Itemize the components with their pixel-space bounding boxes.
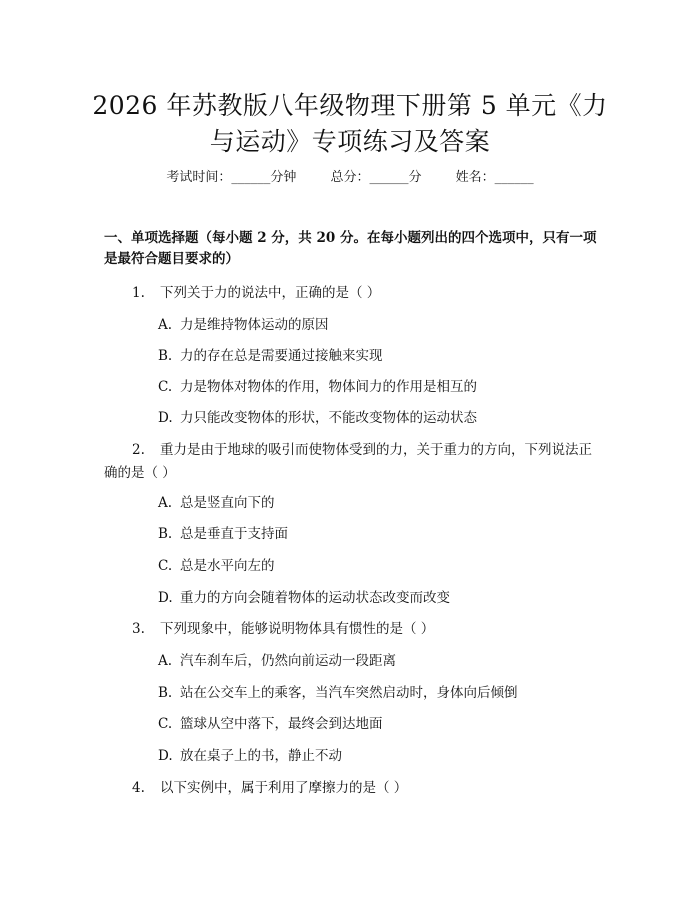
option-letter: A. (158, 653, 173, 669)
question-text: 下列现象中，能够说明物体具有惯性的是（ ） (160, 621, 435, 637)
option-letter: C. (158, 716, 173, 732)
time-label: 考试时间： (166, 170, 232, 185)
question-3 (104, 618, 604, 641)
question-text: 重力是由于地球的吸引而使物体受到的力，关于重力的方向，下列说法正确的是（ ） (104, 442, 592, 481)
question-2-option-c (158, 556, 598, 576)
question-4 (104, 777, 604, 800)
question-3-option-c (158, 714, 598, 734)
option-letter: A. (158, 495, 173, 511)
exam-info (0, 168, 700, 188)
question-2-option-b (158, 524, 598, 544)
option-letter: B. (158, 685, 173, 701)
question-2-option-d (158, 588, 598, 608)
question-3-option-b (158, 683, 598, 703)
option-text: 力的存在总是需要通过接触来实现 (180, 348, 383, 364)
question-1 (104, 282, 604, 305)
option-text: 汽车刹车后，仍然向前运动一段距离 (180, 653, 396, 669)
question-2 (104, 439, 604, 485)
time-unit: 分钟 (270, 170, 297, 185)
option-letter: C. (158, 379, 173, 395)
section-1-header: 一、单项选择题（每小题 2 分，共 20 分。在每小题列出的四个选项中，只有一项是最符合题目要求的） (104, 230, 597, 267)
question-number: 4. (132, 780, 145, 796)
option-letter: D. (158, 748, 173, 764)
option-letter: D. (158, 590, 173, 606)
question-3-option-d (158, 746, 598, 766)
question-text: 下列关于力的说法中，正确的是（ ） (160, 285, 381, 301)
option-letter: A. (158, 317, 173, 333)
question-number: 2. (132, 442, 145, 458)
question-2-option-a (158, 493, 598, 513)
document-title-line-1: 2026 年苏教版八年级物理下册第 5 单元《力 (92, 91, 608, 120)
option-text: 总是垂直于支持面 (180, 526, 288, 542)
option-letter: D. (158, 410, 173, 426)
question-1-option-b (158, 346, 598, 366)
question-1-option-c (158, 377, 598, 397)
question-3-option-a (158, 651, 598, 671)
question-1-option-a (158, 315, 598, 335)
option-text: 总是水平向左的 (180, 558, 275, 574)
option-text: 力是维持物体运动的原因 (180, 317, 329, 333)
option-letter: B. (158, 348, 173, 364)
score-blank: ______ (369, 170, 409, 185)
option-letter: B. (158, 526, 173, 542)
option-text: 力是物体对物体的作用，物体间力的作用是相互的 (180, 379, 477, 395)
question-number: 3. (132, 621, 145, 637)
score-label: 总分： (330, 170, 370, 185)
document-title-line-2: 与运动》专项练习及答案 (209, 127, 491, 156)
option-text: 站在公交车上的乘客，当汽车突然启动时，身体向后倾倒 (180, 685, 518, 701)
option-letter: C. (158, 558, 173, 574)
score-unit: 分 (408, 170, 422, 185)
option-text: 力只能改变物体的形状，不能改变物体的运动状态 (180, 410, 477, 426)
option-text: 篮球从空中落下，最终会到达地面 (180, 716, 383, 732)
question-1-option-d (158, 408, 598, 428)
name-label: 姓名： (455, 170, 495, 185)
option-text: 重力的方向会随着物体的运动状态改变而改变 (180, 590, 450, 606)
question-text: 以下实例中，属于利用了摩擦力的是（ ） (160, 780, 408, 796)
option-text: 总是竖直向下的 (180, 495, 275, 511)
option-text: 放在桌子上的书，静止不动 (180, 748, 342, 764)
name-blank: ______ (494, 170, 534, 185)
question-number: 1. (132, 285, 145, 301)
time-blank: ______ (231, 170, 271, 185)
